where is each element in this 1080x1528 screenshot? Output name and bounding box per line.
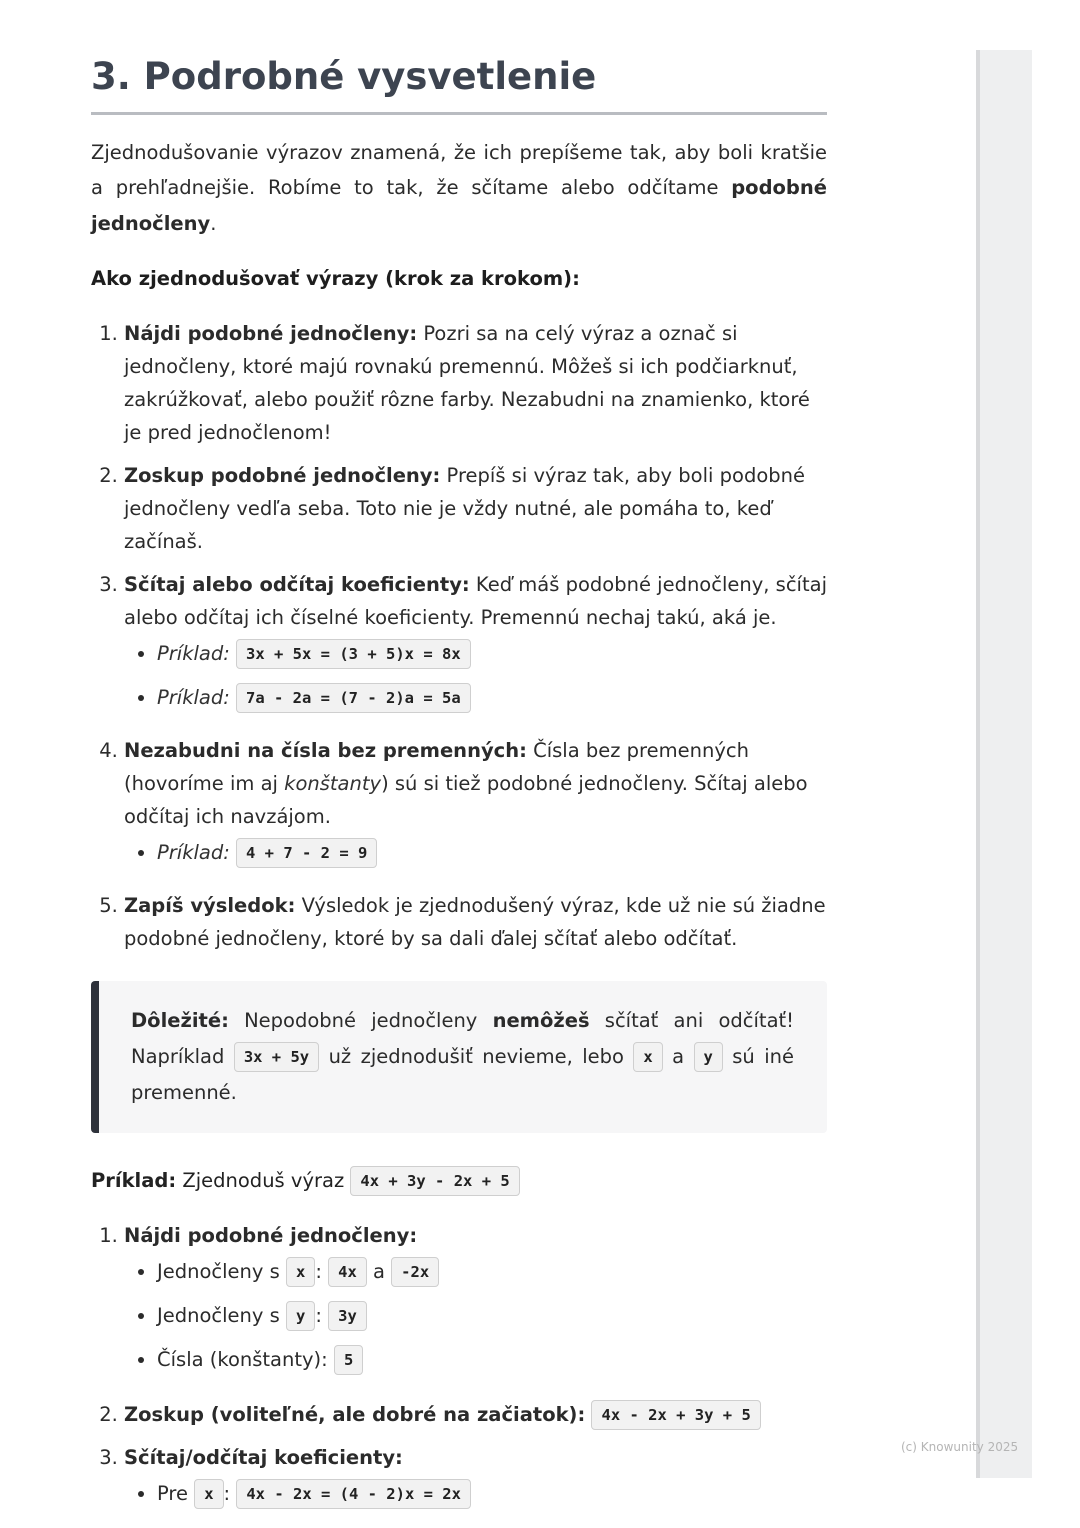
- item-colon: :: [223, 1481, 231, 1505]
- callout-text: Nepodobné jednočleny: [228, 1008, 493, 1032]
- step-text: Prepíš si výraz tak, aby boli podobné jednočleny vedľa seba. Toto nie je vždy nutné, ale pomáha to, keď začínaš.: [124, 463, 805, 553]
- document-content: [91, 52, 827, 1510]
- step-item: [124, 459, 827, 558]
- intro-text: Zjednodušovanie výrazov znamená, že ich prepíšeme tak, aby boli kratšie a prehľadnejšie. Robíme to tak, že sčítame alebo odčítame: [91, 140, 827, 200]
- worked-step-list: [124, 1478, 827, 1510]
- step-emphasis: konštanty: [284, 771, 382, 795]
- item-colon: :: [315, 1303, 322, 1327]
- item-text: Jednočleny s: [157, 1259, 287, 1283]
- callout-text: už zjednodušiť nevieme, lebo: [319, 1044, 634, 1068]
- example-label: Príklad:: [157, 840, 230, 864]
- code-term: -2x: [391, 1257, 439, 1287]
- worked-step-item: [157, 1300, 827, 1332]
- code-variable: y: [694, 1042, 723, 1072]
- code-term: 5: [334, 1345, 363, 1375]
- step-title: Zapíš výsledok:: [124, 893, 296, 917]
- code-term: 4x: [328, 1257, 367, 1287]
- intro-paragraph: [91, 135, 827, 242]
- worked-step-list: [124, 1256, 827, 1376]
- worked-example-label: Príklad:: [91, 1168, 177, 1192]
- code-example: 3x + 5x = (3 + 5)x = 8x: [236, 639, 471, 669]
- step-title: Sčítaj alebo odčítaj koeficienty:: [124, 572, 470, 596]
- step-text: Výsledok je zjednodušený výraz, kde už nie sú žiadne podobné jednočleny, ktoré by sa dali ďalej sčítať alebo odčítať.: [124, 893, 826, 950]
- code-term: 3y: [328, 1301, 367, 1331]
- step-title: Nezabudni na čísla bez premenných:: [124, 738, 527, 762]
- step-title: Nájdi podobné jednočleny:: [124, 321, 418, 345]
- step-text: Pozri sa na celý výraz a označ si jednočleny, ktoré majú rovnakú premennú. Môžeš si ich podčiarknuť, zakrúžkovať, alebo použiť rôzne farby. Nezabudni na znamienko, ktoré je pred jednočlenom!: [124, 321, 810, 444]
- step-item: [124, 734, 827, 869]
- code-expression: 4x + 3y - 2x + 5: [350, 1166, 519, 1196]
- code-variable: x: [633, 1042, 662, 1072]
- example-list: [124, 837, 827, 869]
- example-label: Príklad:: [157, 685, 230, 709]
- callout-text: sčítať ani odčítať! Napríklad: [131, 1008, 794, 1068]
- callout-text: sú iné premenné.: [131, 1044, 794, 1104]
- example-item: [157, 682, 827, 714]
- important-callout: [91, 981, 827, 1133]
- intro-bold-term: podobné jednočleny: [91, 176, 827, 235]
- item-colon: :: [315, 1259, 322, 1283]
- copyright-text: (c) Knowunity 2025: [901, 1440, 1019, 1454]
- code-variable: y: [286, 1301, 315, 1331]
- item-text: Čísla (konštanty):: [157, 1347, 334, 1371]
- code-variable: x: [286, 1257, 315, 1287]
- worked-step-title: Sčítaj/odčítaj koeficienty:: [124, 1445, 403, 1469]
- worked-step-item: [157, 1478, 827, 1510]
- example-list: [124, 638, 827, 714]
- step-text: Keď máš podobné jednočleny, sčítaj alebo odčítaj ich číselné koeficienty. Premennú nechaj takú, aká je.: [124, 572, 827, 629]
- step-item: [124, 568, 827, 714]
- code-example: 3x + 5y: [234, 1042, 319, 1072]
- steps-heading: Ako zjednodušovať výrazy (krok za krokom):: [91, 267, 580, 291]
- page-side-panel: [976, 50, 1032, 1478]
- worked-example-steps: [91, 1219, 827, 1510]
- worked-example-text: Zjednoduš výraz: [176, 1168, 351, 1192]
- worked-step: [124, 1441, 827, 1510]
- item-text: Jednočleny s: [157, 1303, 287, 1327]
- worked-step-item: [157, 1256, 827, 1288]
- step-title: Zoskup podobné jednočleny:: [124, 463, 441, 487]
- item-and: a: [373, 1259, 385, 1283]
- worked-example-heading: [91, 1163, 827, 1199]
- intro-end: .: [210, 211, 217, 235]
- page-title: 3. Podrobné vysvetlenie: [91, 52, 827, 115]
- code-example: 4 + 7 - 2 = 9: [236, 838, 377, 868]
- callout-bold: nemôžeš: [492, 1008, 590, 1032]
- example-item: [157, 638, 827, 670]
- worked-step: [124, 1219, 827, 1376]
- step-text: Čísla bez premenných (hovoríme im aj: [124, 738, 749, 795]
- code-expression: 4x - 2x = (4 - 2)x = 2x: [236, 1479, 471, 1509]
- worked-step-item: [157, 1344, 827, 1376]
- code-variable: x: [194, 1479, 223, 1509]
- callout-text: a: [662, 1044, 694, 1068]
- code-expression: 4x - 2x + 3y + 5: [591, 1400, 760, 1430]
- step-item: [124, 889, 827, 955]
- step-item: [124, 317, 827, 449]
- example-item: [157, 837, 827, 869]
- worked-step-title: Nájdi podobné jednočleny:: [124, 1223, 418, 1247]
- callout-label: Dôležité:: [131, 1008, 229, 1032]
- code-example: 7a - 2a = (7 - 2)a = 5a: [236, 683, 471, 713]
- steps-list: [91, 317, 827, 955]
- worked-step-title: Zoskup (voliteľné, ale dobré na začiatok):: [124, 1402, 586, 1426]
- worked-step: [124, 1398, 827, 1431]
- example-label: Príklad:: [157, 641, 230, 665]
- step-text: ) sú si tiež podobné jednočleny. Sčítaj alebo odčítaj ich navzájom.: [124, 771, 808, 828]
- item-text: Pre: [157, 1481, 195, 1505]
